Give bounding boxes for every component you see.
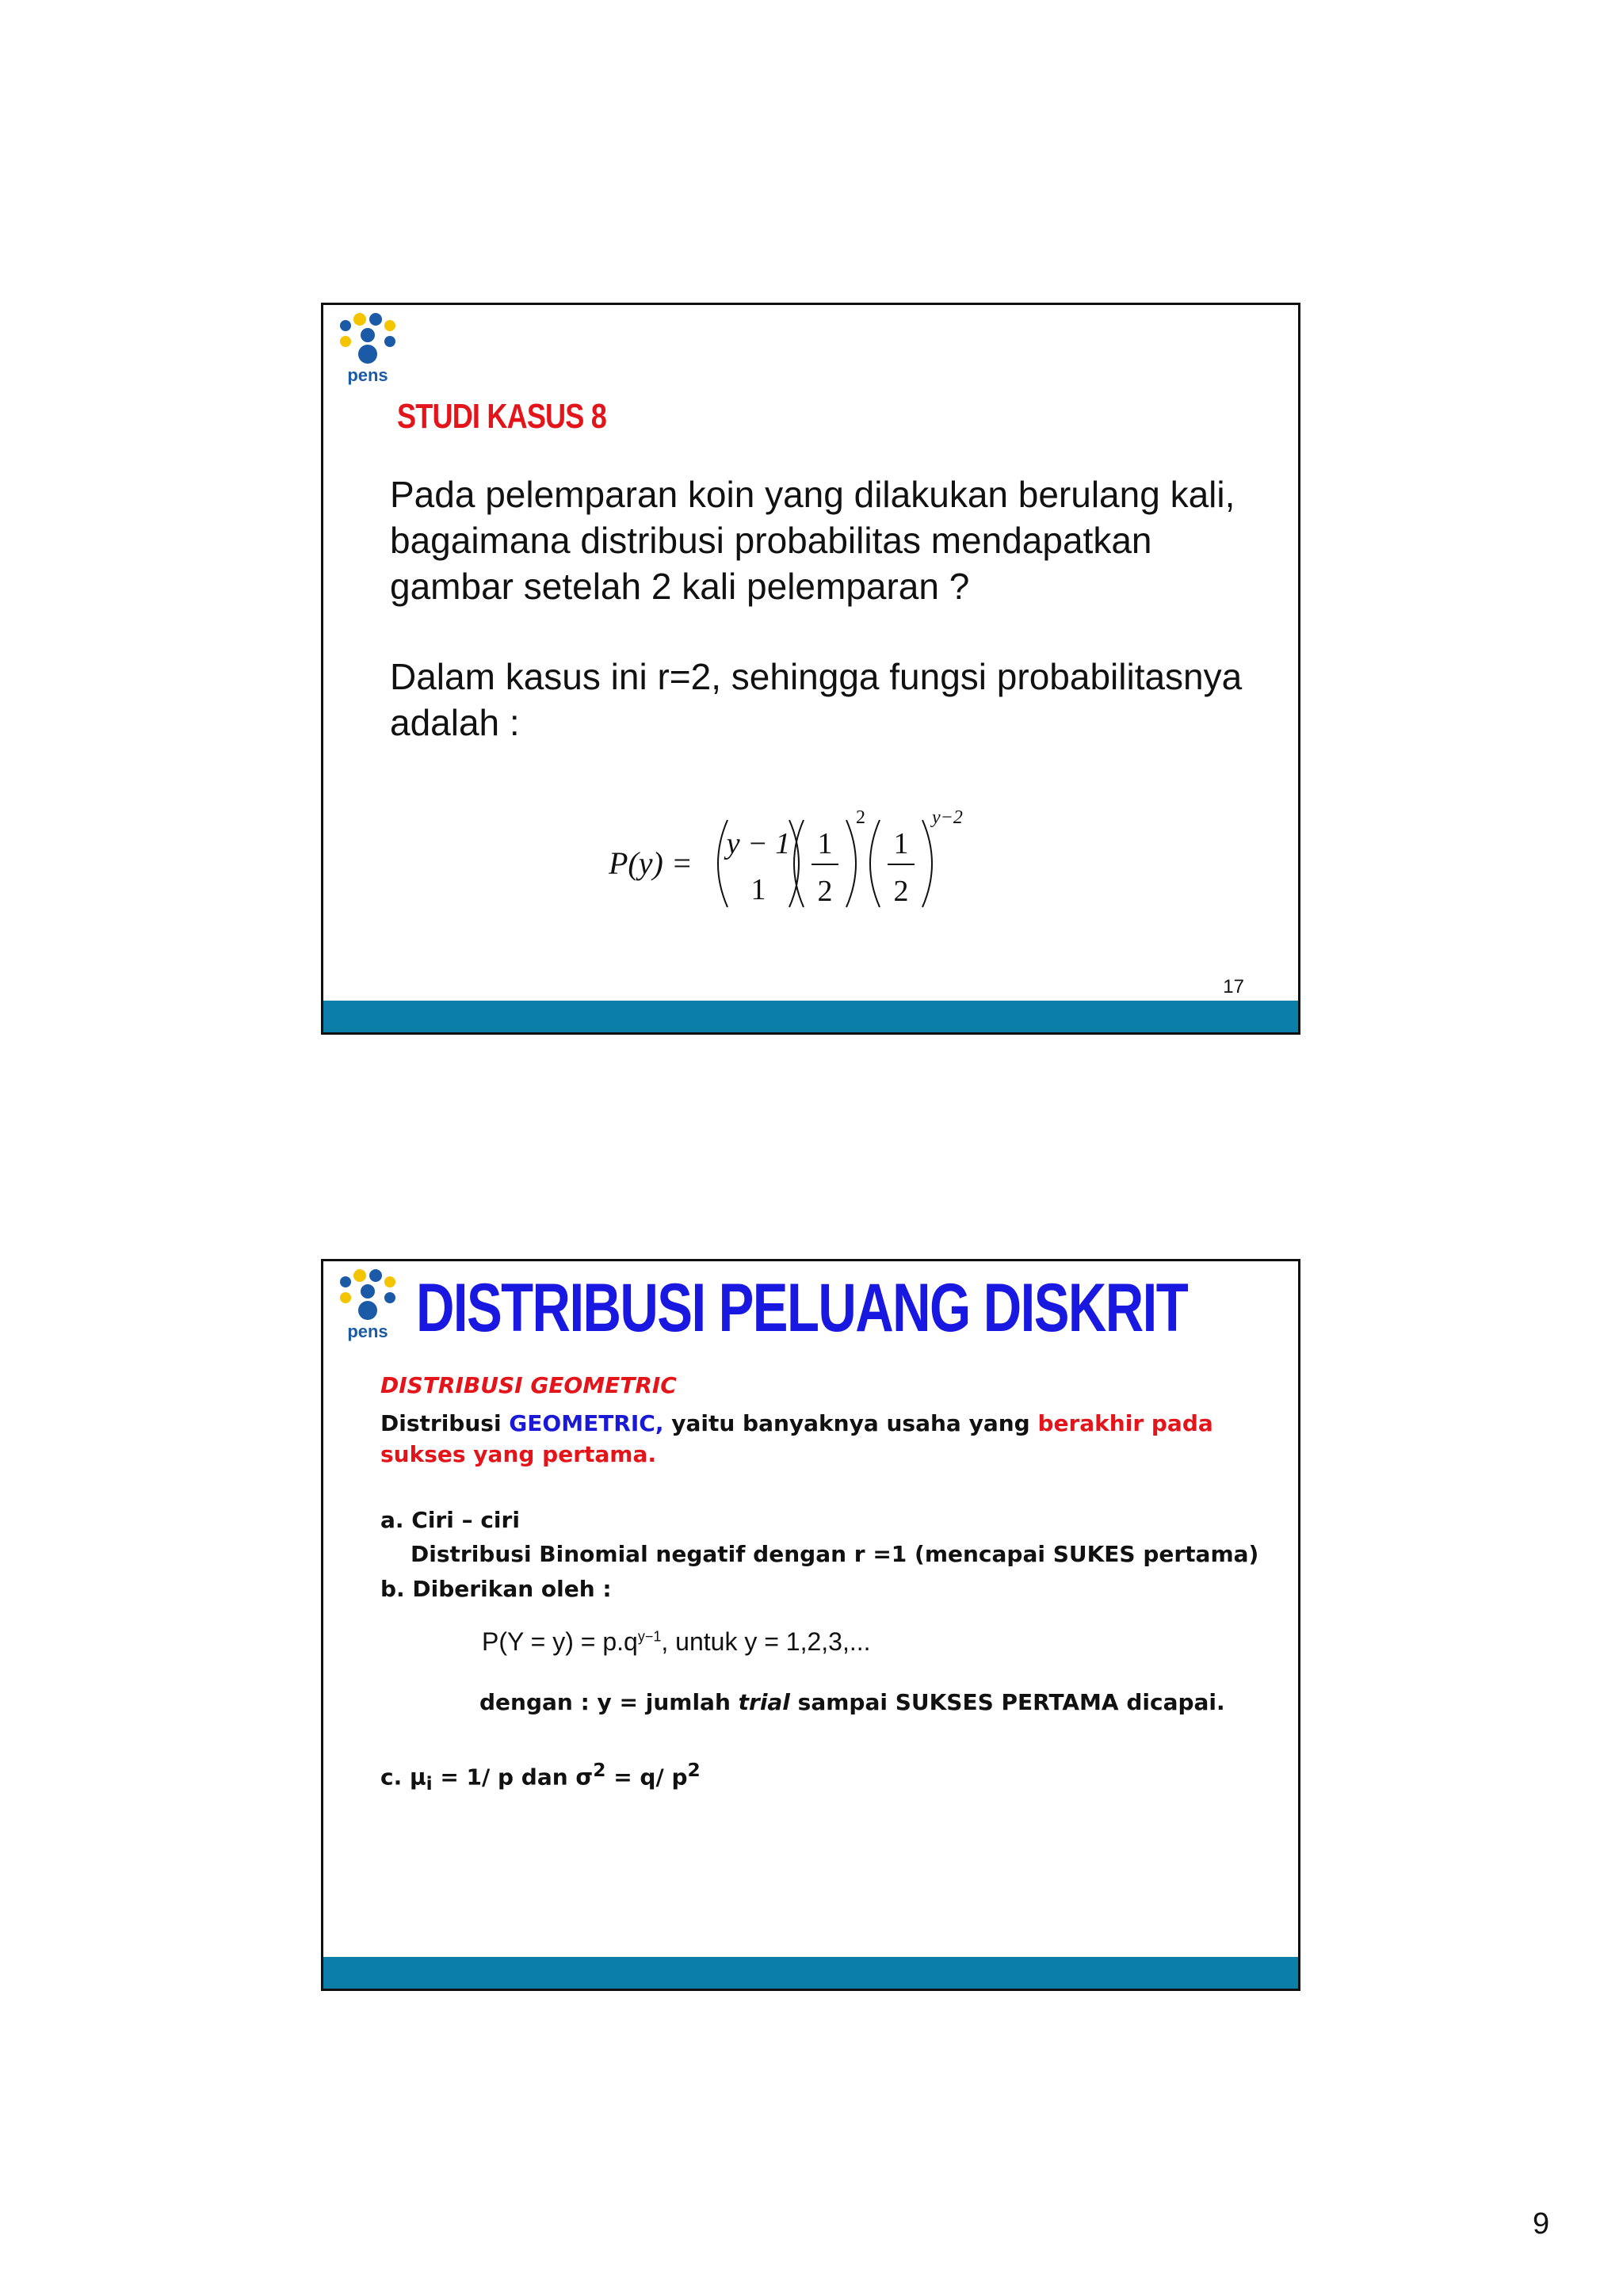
geometric-formula: $P(Y = y) = p.q^{y-1}$, untuk y = 1,2,3,... — [482, 1627, 871, 1656]
slide-distribusi-geometric — [321, 1259, 1300, 1991]
binom-bottom: 1 — [750, 873, 766, 906]
frac2-den: 2 — [893, 875, 909, 908]
pens-logo — [328, 308, 407, 387]
item-c-mean-variance: c. $\mu_i = 1/$ p dan $\sigma^2 = q/$ $p^2$ — [380, 1759, 701, 1794]
item-b-label: b. Diberikan oleh : — [380, 1576, 612, 1602]
formula-lhs: P(y) = — [609, 845, 693, 881]
footer-bar — [323, 1001, 1298, 1032]
slide-studi-kasus-8 — [321, 303, 1300, 1035]
exponent-y-2: y−2 — [932, 807, 963, 828]
item-a-label: a. Ciri – ciri — [380, 1507, 520, 1533]
svg-text:pens: pens — [347, 1322, 388, 1341]
frac2-num: 1 — [893, 827, 909, 860]
sub-heading: DISTRIBUSI GEOMETRIC — [380, 1372, 677, 1398]
probability-formula — [609, 796, 1052, 931]
frac1-num: 1 — [817, 827, 833, 860]
slide-number: 17 — [1223, 976, 1244, 997]
footer-bar — [323, 1957, 1298, 1989]
svg-text:pens: pens — [347, 365, 388, 385]
slide-title: DISTRIBUSI PELUANG DISKRIT — [416, 1270, 1188, 1346]
frac1-den: 2 — [817, 875, 833, 908]
formula-note: dengan : y = jumlah trial sampai SUKSES PERTAMA dicapai. — [479, 1689, 1225, 1715]
explanation-paragraph: Dalam kasus ini r=2, sehingga fungsi probabilitasnya adalah : — [390, 656, 1243, 743]
exponent-2: 2 — [856, 807, 865, 828]
case-title: STUDI KASUS 8 — [397, 397, 607, 436]
binom-top: y − 1 — [726, 827, 791, 860]
question-paragraph: Pada pelemparan koin yang dilakukan berulang kali, bagaimana distribusi probabilitas mendapatkan gambar setelah 2 kali pelemparan ? — [390, 474, 1235, 607]
item-a-description: Distribusi Binomial negatif dengan r =1 (mencapai SUKES pertama) — [411, 1541, 1259, 1567]
pens-logo — [328, 1264, 407, 1344]
page-number: 9 — [1533, 2207, 1550, 2241]
geometric-description: Distribusi GEOMETRIC, yaitu banyaknya usaha yang berakhir pada sukses yang pertama. — [380, 1410, 1213, 1467]
